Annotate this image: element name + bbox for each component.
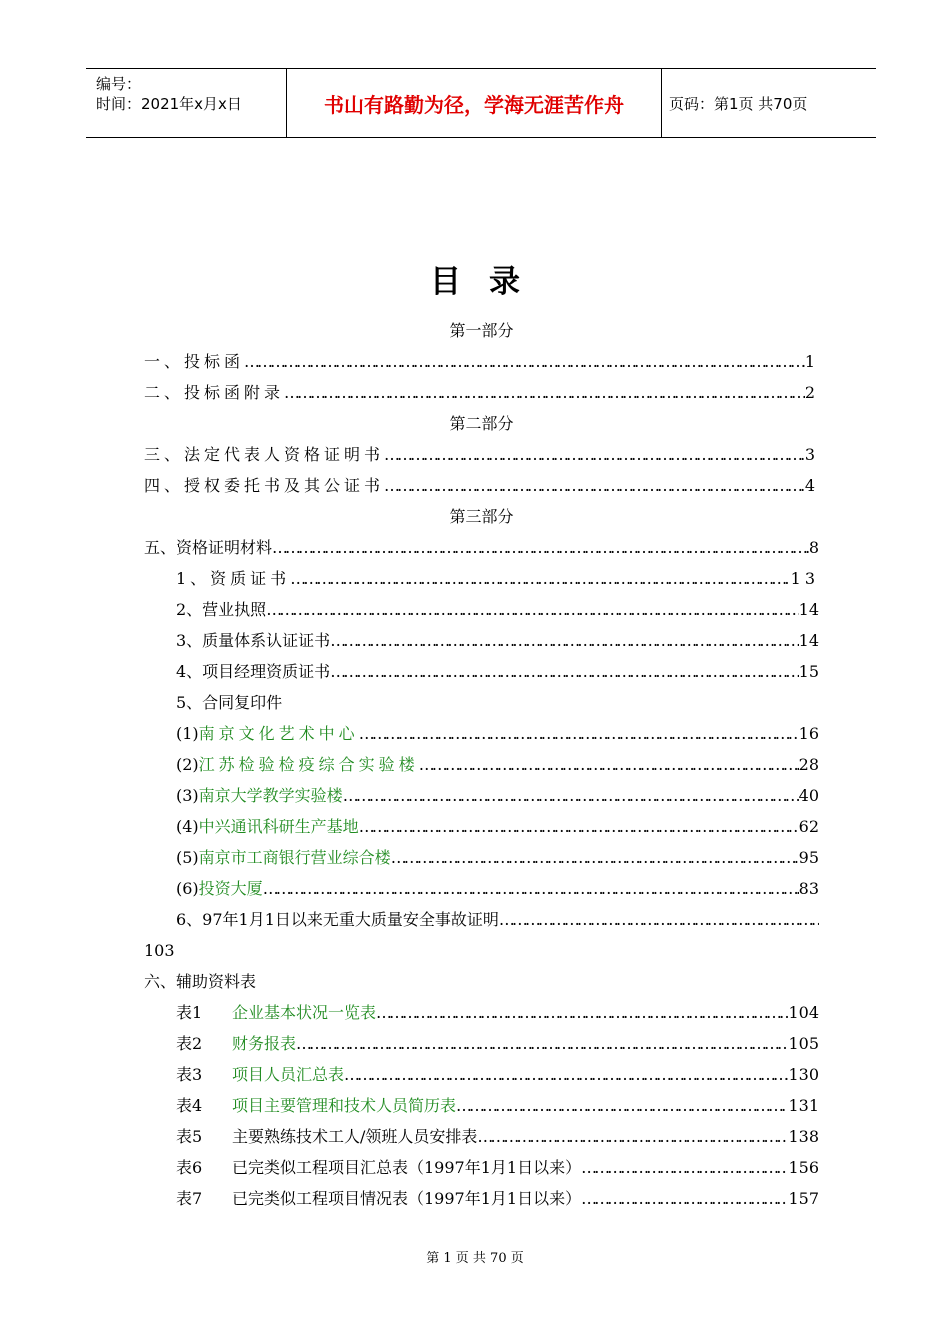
toc-entry[interactable] — [144, 687, 819, 718]
leader-dots — [359, 811, 799, 842]
toc-entry[interactable] — [144, 594, 819, 625]
leader-dots — [244, 346, 805, 377]
toc-label: 已完类似工程项目情况表（1997年1月1日以来） — [232, 1189, 582, 1208]
leader-dots — [384, 470, 805, 501]
toc-label: 6、97年1月1日以来无重大质量安全事故证明 — [176, 910, 499, 929]
toc-entry[interactable] — [144, 1059, 819, 1090]
toc-entry[interactable] — [144, 842, 819, 873]
leader-dots — [359, 718, 799, 749]
toc-label: 三、法定代表人资格证明书 — [144, 445, 385, 464]
motto: 书山有路勤为径，学海无涯苦作舟 — [286, 69, 662, 137]
toc-page: 104 — [788, 1003, 819, 1022]
toc-label: 南京市工商银行营业综合楼 — [198, 848, 391, 867]
toc-label: 二、投标函附录 — [144, 383, 285, 402]
toc-label: 一、投标函 — [144, 352, 245, 371]
toc-prefix: 表2 — [176, 1034, 203, 1053]
toc-entry[interactable] — [144, 997, 819, 1028]
toc-page: 16 — [798, 724, 819, 743]
toc-prefix: 表4 — [176, 1096, 203, 1115]
page-footer: 第 1 页 共 70 页 — [426, 1251, 524, 1266]
toc-page: 8 — [808, 538, 819, 557]
part-heading: 第一部分 — [449, 321, 514, 340]
leader-dots — [266, 594, 798, 625]
toc-entry[interactable] — [144, 718, 819, 749]
header-table — [86, 68, 876, 138]
toc-entry[interactable] — [144, 749, 819, 780]
number-label: 编号： — [96, 75, 142, 93]
leader-dots — [272, 532, 809, 563]
toc-label: 四、授权委托书及其公证书 — [144, 476, 385, 495]
toc-entry-continued[interactable] — [144, 935, 819, 966]
leader-dots — [284, 377, 805, 408]
toc-entry[interactable] — [144, 1121, 819, 1152]
toc-entry[interactable] — [144, 811, 819, 842]
toc-page: 3 — [804, 445, 819, 464]
toc-label: 企业基本状况一览表 — [232, 1003, 377, 1022]
toc-entry[interactable] — [144, 780, 819, 811]
leader-dots — [581, 1183, 788, 1214]
toc-entry[interactable] — [144, 470, 819, 501]
leader-dots — [376, 997, 788, 1028]
leader-dots — [330, 656, 798, 687]
toc-page: 2 — [804, 383, 819, 402]
toc-prefix: (5) — [176, 848, 199, 867]
toc-page: 83 — [798, 879, 819, 898]
toc-label: 项目主要管理和技术人员简历表 — [232, 1096, 457, 1115]
toc-page: 95 — [798, 848, 819, 867]
leader-dots — [330, 625, 798, 656]
toc-page: 1 — [804, 352, 819, 371]
toc-label: 4、项目经理资质证书 — [176, 662, 331, 681]
leader-dots — [344, 1059, 788, 1090]
toc-entry[interactable] — [144, 625, 819, 656]
toc-page: 130 — [788, 1065, 819, 1084]
toc-label: 六、辅助资料表 — [144, 972, 257, 991]
toc-entry[interactable] — [144, 377, 819, 408]
toc-page: 156 — [788, 1158, 819, 1177]
toc-page: 62 — [798, 817, 819, 836]
toc-entry[interactable] — [144, 1183, 819, 1214]
toc-page: 15 — [798, 662, 819, 681]
toc-label: 财务报表 — [232, 1034, 297, 1053]
toc-prefix: 表5 — [176, 1127, 203, 1146]
toc-page: 105 — [788, 1034, 819, 1053]
toc-page: 28 — [798, 755, 819, 774]
toc-entry[interactable] — [144, 1152, 819, 1183]
toc-page: 40 — [798, 786, 819, 805]
toc-page: 131 — [788, 1096, 819, 1115]
toc-label: 项目人员汇总表 — [232, 1065, 345, 1084]
leader-dots — [384, 439, 805, 470]
toc-label: 五、资格证明材料 — [144, 538, 273, 557]
part-heading: 第三部分 — [449, 507, 514, 526]
toc-page: 14 — [798, 600, 819, 619]
toc-label: 主要熟练技术工人/领班人员安排表 — [232, 1127, 478, 1146]
toc-page: 14 — [798, 631, 819, 650]
toc-page: 157 — [788, 1189, 819, 1208]
toc-label: 中兴通讯科研生产基地 — [198, 817, 359, 836]
leader-dots — [499, 904, 819, 935]
leader-dots — [290, 563, 790, 594]
toc-label: 5、合同复印件 — [176, 693, 283, 712]
page-title: 目录 — [430, 264, 548, 300]
toc-prefix: (4) — [176, 817, 199, 836]
page-info: 页码：第1页 共70页 — [669, 94, 808, 113]
toc-entry[interactable] — [144, 873, 819, 904]
toc-prefix: (1) — [176, 724, 199, 743]
header-meta-cell — [86, 69, 286, 137]
part-heading: 第二部分 — [449, 414, 514, 433]
leader-dots — [296, 1028, 788, 1059]
leader-dots — [456, 1090, 788, 1121]
toc-prefix: 表3 — [176, 1065, 203, 1084]
toc-prefix: (2) — [176, 755, 199, 774]
leader-dots — [343, 780, 799, 811]
toc-label: 江苏检验检疫综合实验楼 — [198, 755, 419, 774]
toc-page: 4 — [804, 476, 819, 495]
leader-dots — [581, 1152, 788, 1183]
toc-entry[interactable] — [144, 532, 819, 563]
toc-entry[interactable] — [144, 439, 819, 470]
leader-dots — [419, 749, 799, 780]
toc-entry[interactable] — [144, 346, 819, 377]
time-label: 时间：2021年x月x日 — [96, 95, 242, 113]
toc-prefix: (3) — [176, 786, 199, 805]
leader-dots — [477, 1121, 788, 1152]
toc-entry[interactable] — [144, 966, 819, 997]
toc-entry[interactable] — [144, 563, 819, 594]
toc-label: 3、质量体系认证证书 — [176, 631, 331, 650]
toc-page: 13 — [790, 569, 819, 588]
toc-prefix: 表6 — [176, 1158, 203, 1177]
toc-page: 138 — [788, 1127, 819, 1146]
toc-label: 2、营业执照 — [176, 600, 267, 619]
toc-entry[interactable] — [144, 1090, 819, 1121]
toc-label: 南京文化艺术中心 — [198, 724, 359, 743]
toc-entry[interactable] — [144, 904, 819, 935]
leader-dots — [263, 873, 799, 904]
toc-label: 南京大学教学实验楼 — [198, 786, 343, 805]
toc-label: 投资大厦 — [198, 879, 263, 898]
toc-entry[interactable] — [144, 1028, 819, 1059]
toc-prefix: (6) — [176, 879, 199, 898]
toc-prefix: 表1 — [176, 1003, 203, 1022]
toc-page: 103 — [144, 941, 175, 960]
leader-dots — [391, 842, 799, 873]
toc-label: 1、资质证书 — [176, 569, 291, 588]
toc-prefix: 表7 — [176, 1189, 203, 1208]
toc-label: 已完类似工程项目汇总表（1997年1月1日以来） — [232, 1158, 582, 1177]
toc-entry[interactable] — [144, 656, 819, 687]
